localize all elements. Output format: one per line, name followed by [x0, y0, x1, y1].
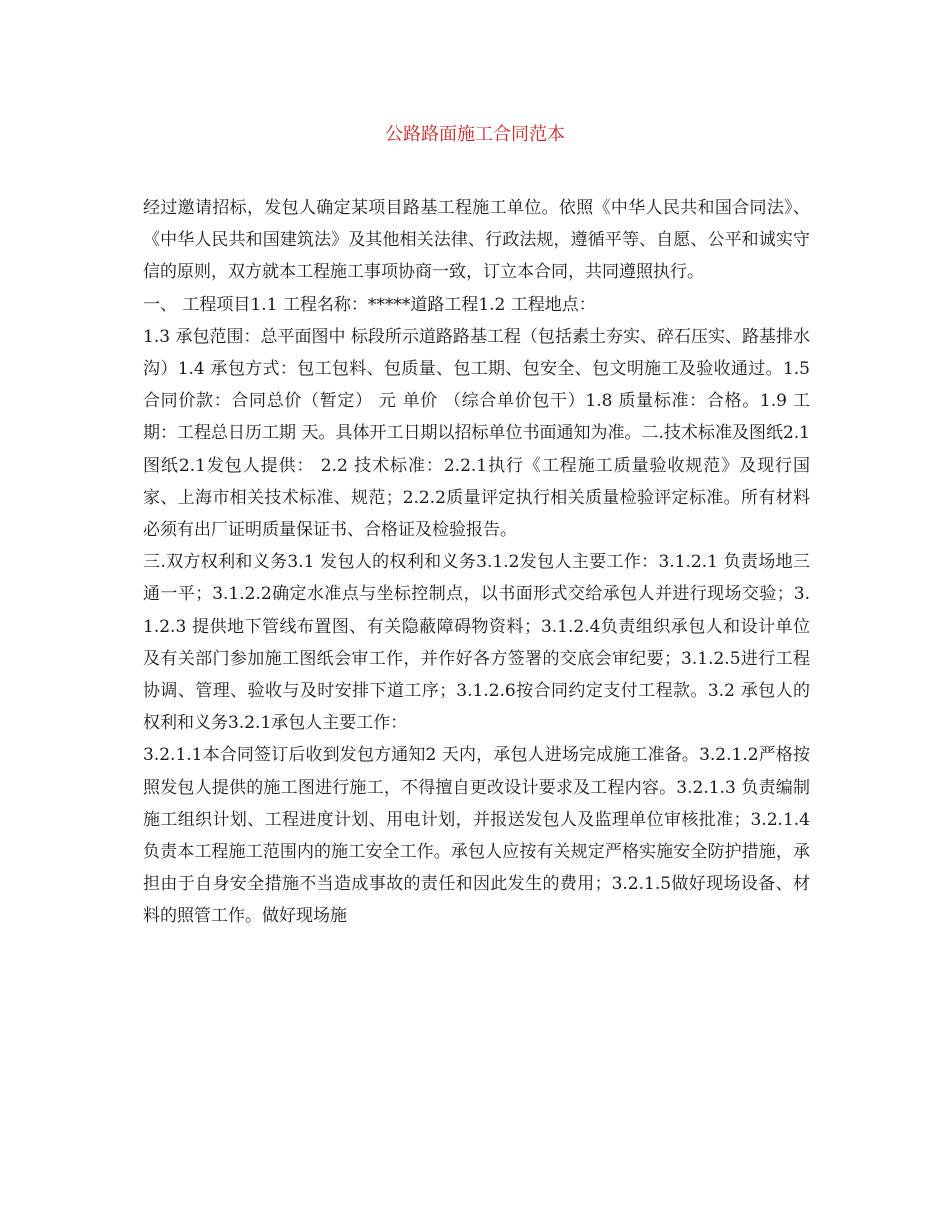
- document-body: [143, 192, 810, 933]
- document-title: 公路路面施工合同范本: [385, 124, 565, 145]
- paragraph-contractor-duties: 3.2.1.1本合同签订后收到发包方通知2 天内，承包人进场完成施工准备。3.2.1.2严格按照发包人提供的施工图进行施工，不得擅自更改设计要求及工程内容。3.2.1.3 负责编制施工组织计划、工程进度计划、用电计划，并报送发包人及监理单位审核批准；3.2.1.4 负责本工程施工范围内的施工安全工作。承包人应按有关规定严格实施安全防护措施，承担由于自身安全措施不当造成事故的责任和因此发生的费用；3.2.1.5做好现场设备、材料的照管工作。做好现场施: [143, 745, 810, 927]
- paragraph-scope-and-standards: 1.3 承包范围：总平面图中 标段所示道路路基工程（包括素土夯实、碎石压实、路基排水沟）1.4 承包方式：包工包料、包质量、包工期、包安全、包文明施工及验收通过。1.5 合同价款：合同总价（暂定） 元 单价 （综合单价包干）1.8 质量标准：合格。1.9 工 期：工程总日历工期 天。具体开工日期以招标单位书面通知为准。二.技术标准及图纸2.1 图纸2.1发包人提供： 2.2 技术标准：2.2.1执行《工程施工质量验收规范》及现行国家、上海市相关技术标准、规范；2.2.2质量评定执行相关质量检验评定标准。所有材料必须有出厂证明质量保证书、合格证及检验报告。: [143, 326, 810, 541]
- paragraph-project-items: 一、 工程项目1.1 工程名称：*****道路工程1.2 工程地点：: [143, 294, 596, 315]
- paragraph-intro: 经过邀请招标，发包人确定某项目路基工程施工单位。依照《中华人民共和国合同法》、《中华人民共和国建筑法》及其他相关法律、行政法规，遵循平等、自愿、公平和诚实守信的原则，双方就本工程施工事项协商一致，订立本合同，共同遵照执行。: [143, 198, 810, 283]
- paragraph-employer-rights: 三.双方权利和义务3.1 发包人的权利和义务3.1.2发包人主要工作：3.1.2.1 负责场地三通一平；3.1.2.2确定水准点与坐标控制点，以书面形式交给承包人并进行现场交验；3.1.2.3 提供地下管线布置图、有关隐蔽障碍物资料；3.1.2.4负责组织承包人和设计单位及有关部门参加施工图纸会审工作，并作好各方签署的交底会审纪要；3.1.2.5进行工程协调、管理、验收与及时安排下道工序；3.1.2.6按合同约定支付工程款。3.2 承包人的权利和义务3.2.1承包人主要工作：: [143, 552, 810, 734]
